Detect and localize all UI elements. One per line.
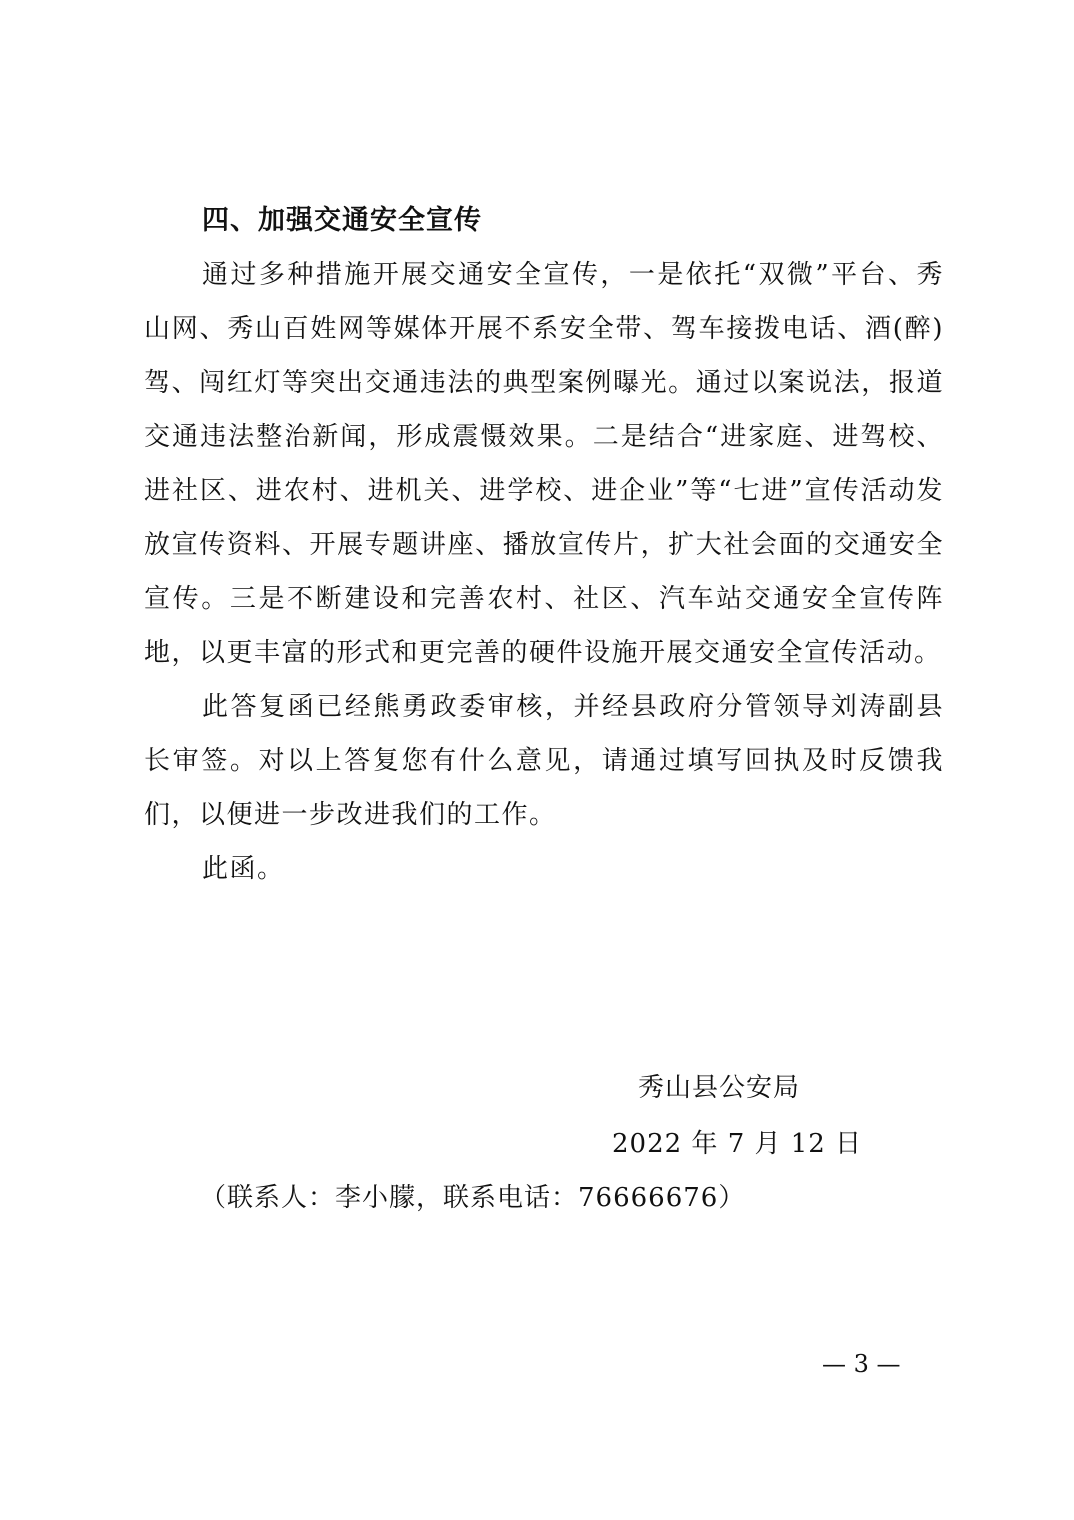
- signature-date: 2022 年 7 月 12 日: [612, 1129, 863, 1159]
- page-number: — 3 —: [822, 1350, 901, 1378]
- body-paragraph-review: 此答复函已经熊勇政委审核，并经县政府分管领导刘涛副县长审签。对以上答复您有什么意见，请通过填写回执及时反馈我们，以便进一步改进我们的工作。: [144, 692, 944, 830]
- signature-organization: 秀山县公安局: [638, 1073, 801, 1103]
- body-paragraph-closing: 此函。: [202, 854, 285, 884]
- contact-info: （联系人：李小朦，联系电话：76666676）: [200, 1183, 746, 1213]
- body-paragraph-publicity: 通过多种措施开展交通安全宣传，一是依托“双微”平台、秀山网、秀山百姓网等媒体开展不系安全带、驾车接拨电话、酒(醉)驾、闯红灯等突出交通违法的典型案例曝光。通过以案说法，报道交通违法整治新闻，形成震慑效果。二是结合“进家庭、进驾校、进社区、进农村、进机关、进学校、进企业”等“七进”宣传活动发放宣传资料、开展专题讲座、播放宣传片，扩大社会面的交通安全宣传。三是不断建设和完善农村、社区、汽车站交通安全宣传阵地，以更丰富的形式和更完善的硬件设施开展交通安全宣传活动。: [144, 260, 944, 668]
- document-body: [144, 194, 944, 896]
- section-heading: 四、加强交通安全宣传: [202, 205, 482, 236]
